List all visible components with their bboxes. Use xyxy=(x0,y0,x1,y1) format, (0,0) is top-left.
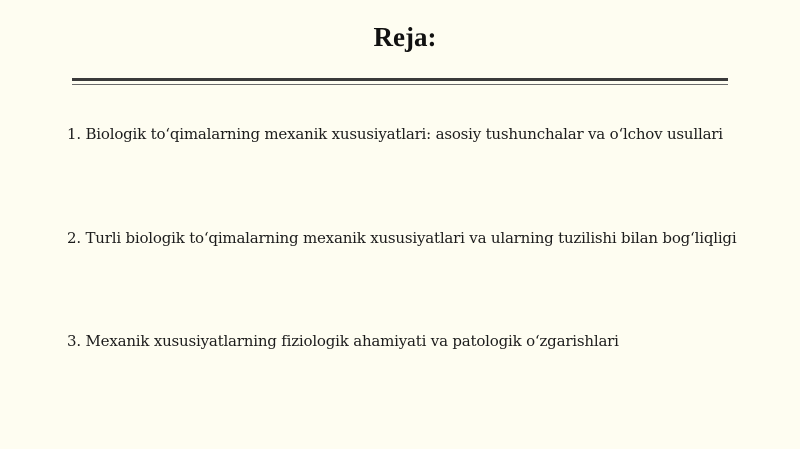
title-divider-thin xyxy=(72,84,728,85)
page-title: Reja: xyxy=(373,22,437,52)
list-item: 3. Mexanik xususiyatlarning fiziologik ahamiyati va patologik o‘zgarishlari xyxy=(67,332,619,350)
title-divider-thick xyxy=(72,78,728,81)
list-item: 2. Turli biologik to‘qimalarning mexanik xususiyatlari va ularning tuzilishi bilan bog‘liqligi xyxy=(67,229,737,247)
list-item: 1. Biologik to‘qimalarning mexanik xususiyatlari: asosiy tushunchalar va o‘lchov usullari xyxy=(67,125,723,143)
